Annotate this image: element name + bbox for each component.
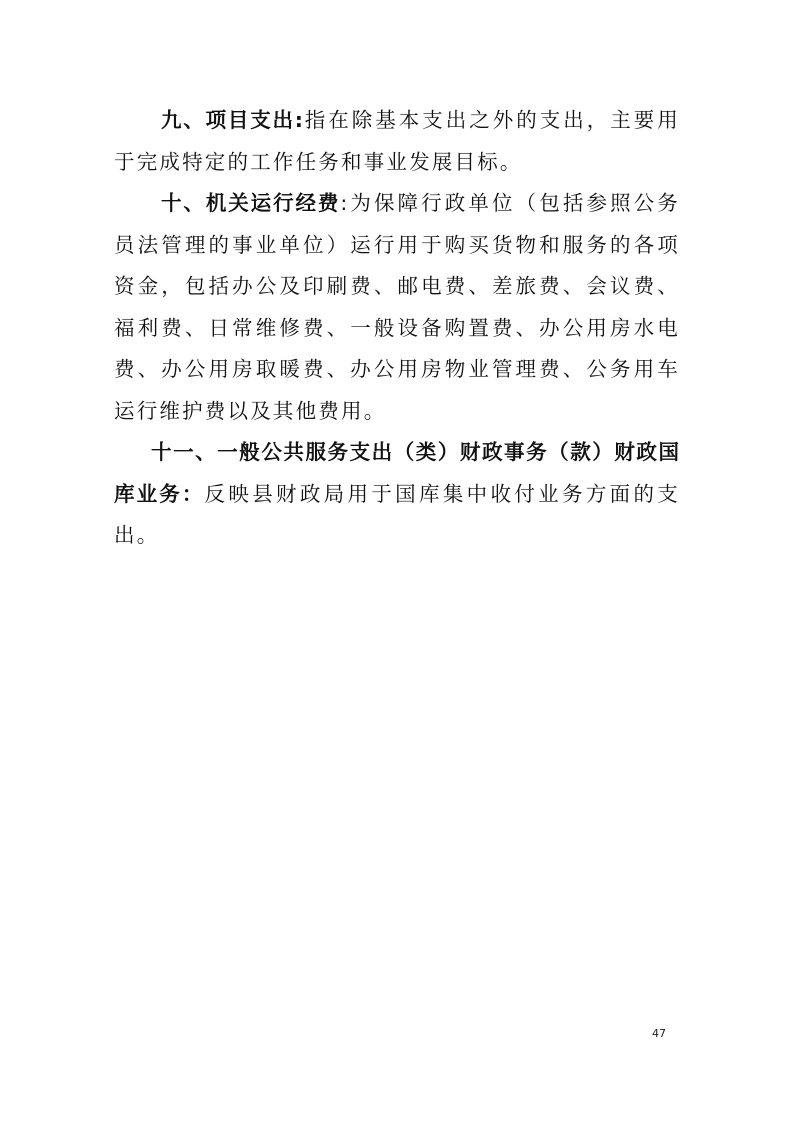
paragraph-text: 反映县财政局用于国库集中收付业务方面的支出。 (114, 481, 681, 547)
page-number: 47 (652, 1027, 666, 1040)
paragraph-heading: 十一、一般公共服务支出（类）财政事务（款）财政国库业务： (114, 440, 680, 506)
paragraph-text: :为保障行政单位（包括参照公务员法管理的事业单位）运行用于购买货物和服务的各项资金，包括办公及印刷费、邮电费、差旅费、会议费、福利费、日常维修费、一般设备购置费、办公用房水电费、办公用房取暖费、办公用房物业管理费、公务用车运行维护费以及其他费用。 (114, 191, 681, 423)
paragraph-treasury-business (114, 432, 680, 557)
paragraph-text: 指在除基本支出之外的支出，主要用于完成特定的工作任务和事业发展目标。 (114, 108, 680, 174)
paragraph-operating-costs (114, 183, 680, 432)
document-body (114, 100, 680, 557)
paragraph-heading: 十、机关运行经费 (161, 191, 341, 215)
paragraph-project-expenditure (114, 100, 680, 183)
paragraph-heading: 九、项目支出: (161, 108, 304, 132)
